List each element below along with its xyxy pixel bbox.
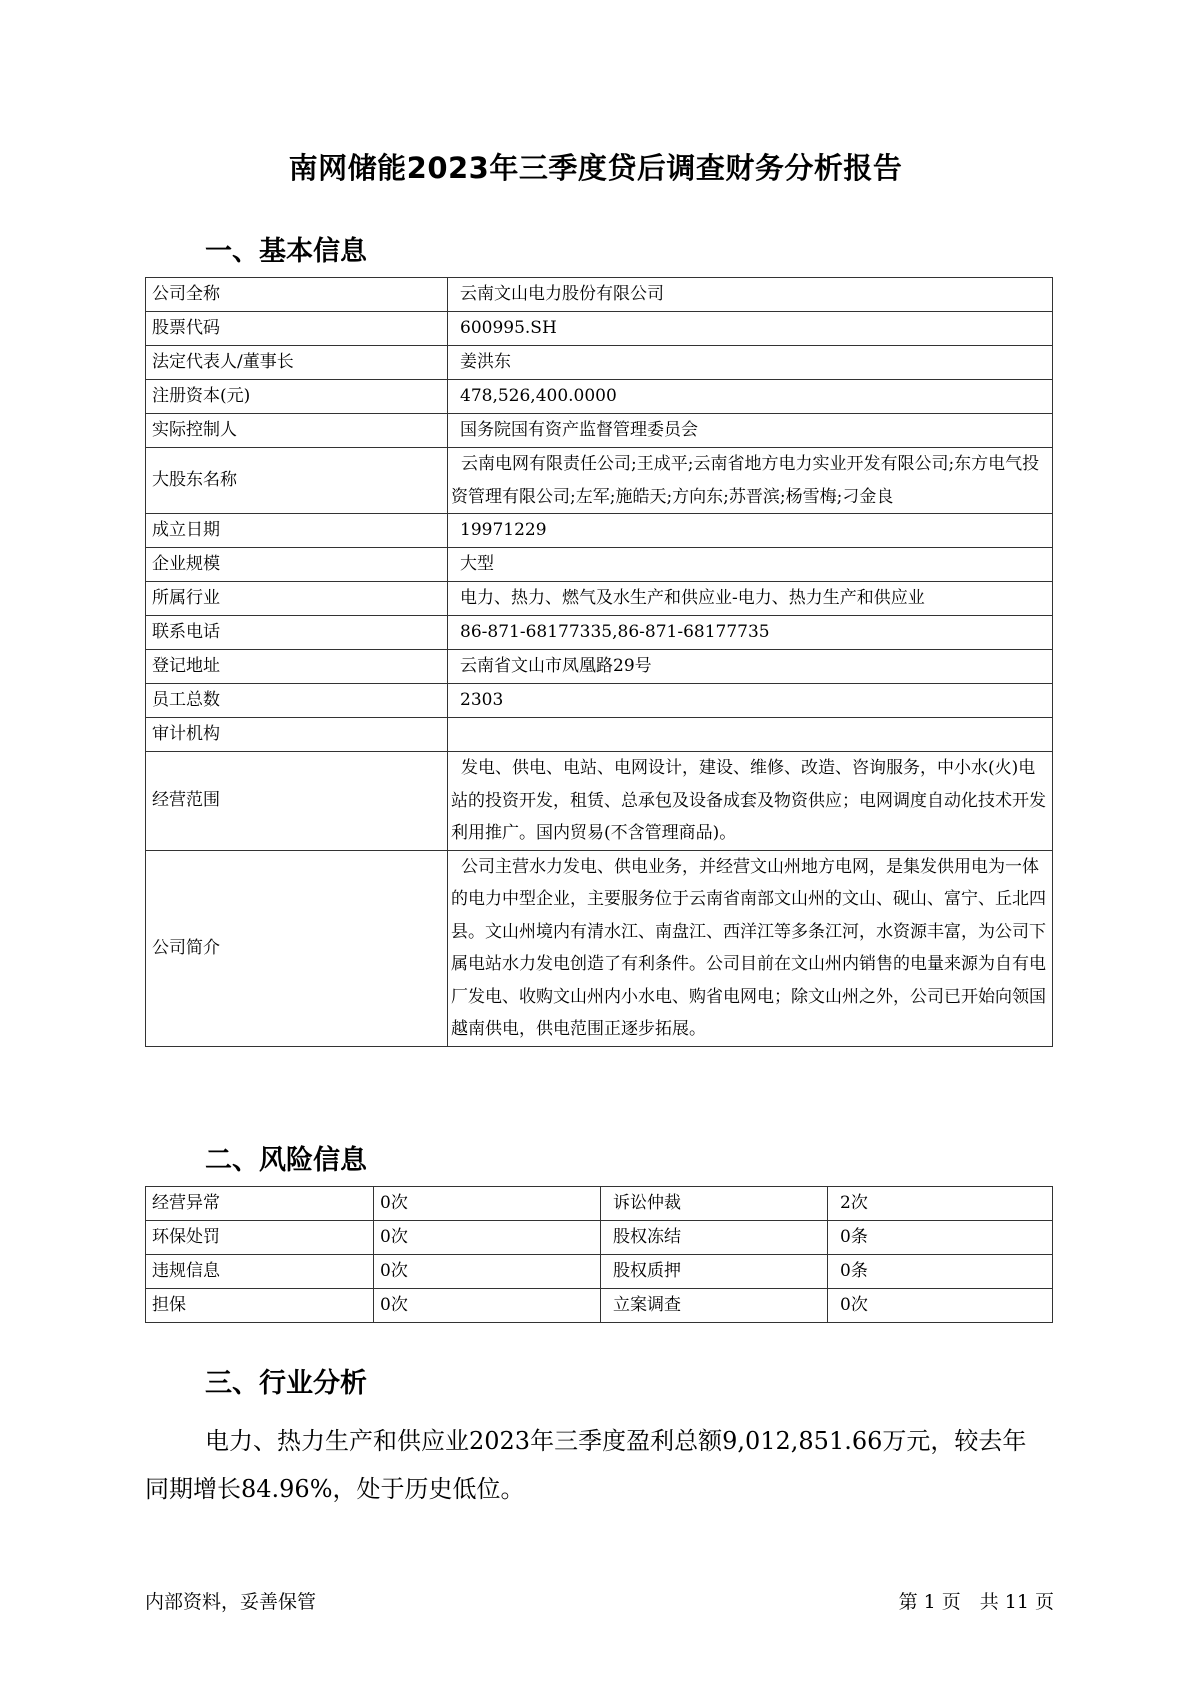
- risk-label: 立案调查: [601, 1289, 828, 1323]
- field-value: 600995.SH: [448, 312, 1053, 346]
- field-value: 云南电网有限责任公司;王成平;云南省地方电力实业开发有限公司;东方电气投资管理有限公司;左军;施皓天;方向东;苏晋滨;杨雪梅;刁金良: [448, 448, 1053, 514]
- field-value: 2303: [448, 684, 1053, 718]
- field-value: 电力、热力、燃气及水生产和供应业-电力、热力生产和供应业: [448, 582, 1053, 616]
- footer-confidential-note: 内部资料，妥善保管: [145, 1591, 317, 1613]
- field-label: 登记地址: [146, 650, 448, 684]
- risk-value: 0次: [374, 1187, 601, 1221]
- field-label: 公司简介: [146, 850, 448, 1046]
- section-heading-risk-info: 二、风险信息: [205, 1145, 367, 1176]
- risk-label: 诉讼仲裁: [601, 1187, 828, 1221]
- field-label: 法定代表人/董事长: [146, 346, 448, 380]
- risk-value: 0次: [374, 1289, 601, 1323]
- risk-label: 股权质押: [601, 1255, 828, 1289]
- section-heading-basic-info: 一、基本信息: [205, 236, 367, 267]
- field-label: 员工总数: [146, 684, 448, 718]
- table-row: [146, 752, 1053, 851]
- field-label: 所属行业: [146, 582, 448, 616]
- table-row: [146, 414, 1053, 448]
- table-row: [146, 448, 1053, 514]
- field-label: 联系电话: [146, 616, 448, 650]
- risk-value: 0次: [374, 1221, 601, 1255]
- table-row: [146, 582, 1053, 616]
- table-row: [146, 312, 1053, 346]
- field-value: 478,526,400.0000: [448, 380, 1053, 414]
- risk-label: 环保处罚: [146, 1221, 374, 1255]
- field-value: 公司主营水力发电、供电业务，并经营文山州地方电网，是集发供用电为一体的电力中型企业，主要服务位于云南省南部文山州的文山、砚山、富宁、丘北四县。文山州境内有清水江、南盘江、西洋江等多条江河，水资源丰富，为公司下属电站水力发电创造了有利条件。公司目前在文山州内销售的电量来源为自有电厂发电、收购文山州内小水电、购省电网电；除文山州之外，公司已开始向领国越南供电，供电范围正逐步拓展。: [448, 850, 1053, 1046]
- field-label: 股票代码: [146, 312, 448, 346]
- field-label: 大股东名称: [146, 448, 448, 514]
- section-heading-industry-analysis: 三、行业分析: [205, 1368, 367, 1399]
- footer-page-number: 第 1 页 共 11 页: [898, 1591, 1054, 1613]
- table-row: [146, 1289, 1053, 1323]
- table-row: [146, 278, 1053, 312]
- field-label: 公司全称: [146, 278, 448, 312]
- field-value: 姜洪东: [448, 346, 1053, 380]
- field-label: 审计机构: [146, 718, 448, 752]
- field-label: 注册资本(元): [146, 380, 448, 414]
- table-row: [146, 718, 1053, 752]
- table-row: [146, 850, 1053, 1046]
- table-row: [146, 1255, 1053, 1289]
- risk-info-table: [145, 1186, 1053, 1323]
- field-value: 19971229: [448, 514, 1053, 548]
- risk-label: 经营异常: [146, 1187, 374, 1221]
- table-row: [146, 616, 1053, 650]
- risk-label: 担保: [146, 1289, 374, 1323]
- risk-value: 0次: [374, 1255, 601, 1289]
- field-value: 云南文山电力股份有限公司: [448, 278, 1053, 312]
- field-label: 成立日期: [146, 514, 448, 548]
- field-value: [448, 718, 1053, 752]
- table-row: [146, 1221, 1053, 1255]
- risk-value: 0次: [828, 1289, 1053, 1323]
- risk-value: 0条: [828, 1221, 1053, 1255]
- table-row: [146, 1187, 1053, 1221]
- basic-info-table: [145, 277, 1053, 1047]
- field-value: 86-871-68177335,86-871-68177735: [448, 616, 1053, 650]
- field-label: 实际控制人: [146, 414, 448, 448]
- table-row: [146, 548, 1053, 582]
- table-row: [146, 346, 1053, 380]
- page-title: 南网储能2023年三季度贷后调查财务分析报告: [288, 151, 903, 185]
- field-value: 发电、供电、电站、电网设计，建设、维修、改造、咨询服务，中小水(火)电站的投资开发，租赁、总承包及设备成套及物资供应；电网调度自动化技术开发利用推广。国内贸易(不含管理商品)。: [448, 752, 1053, 851]
- table-row: [146, 380, 1053, 414]
- risk-value: 2次: [828, 1187, 1053, 1221]
- table-row: [146, 650, 1053, 684]
- field-value: 大型: [448, 548, 1053, 582]
- field-value: 国务院国有资产监督管理委员会: [448, 414, 1053, 448]
- industry-analysis-paragraph: 电力、热力生产和供应业2023年三季度盈利总额9,012,851.66万元，较去年同期增长84.96%，处于历史低位。: [145, 1427, 1027, 1503]
- risk-value: 0条: [828, 1255, 1053, 1289]
- field-label: 经营范围: [146, 752, 448, 851]
- risk-label: 股权冻结: [601, 1221, 828, 1255]
- field-value: 云南省文山市凤凰路29号: [448, 650, 1053, 684]
- table-row: [146, 684, 1053, 718]
- table-row: [146, 514, 1053, 548]
- risk-label: 违规信息: [146, 1255, 374, 1289]
- field-label: 企业规模: [146, 548, 448, 582]
